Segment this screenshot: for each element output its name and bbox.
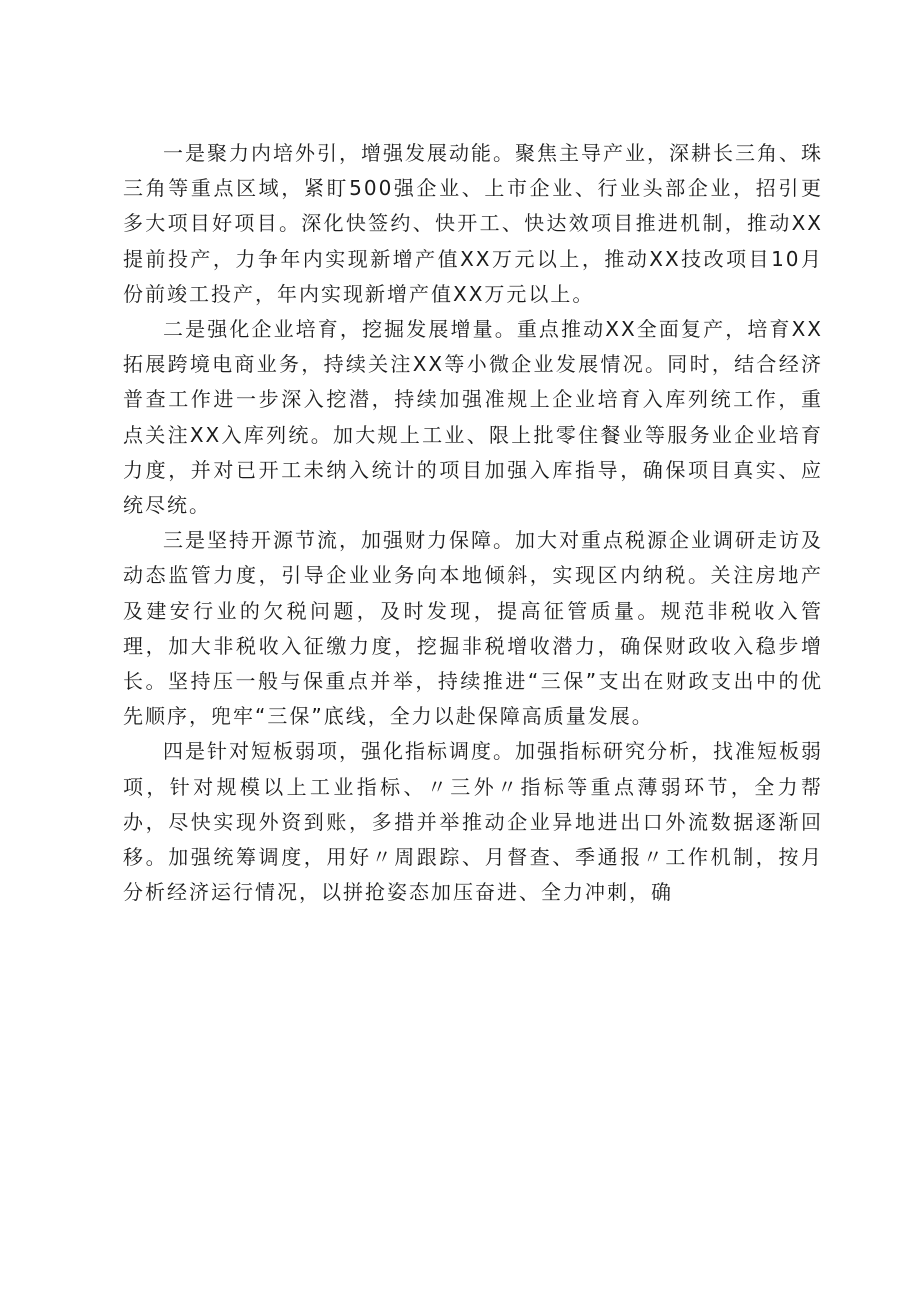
paragraph-1: 一是聚力内培外引，增强发展动能。聚焦主导产业，深耕长三角、珠三角等重点区域，紧盯500强企业、上市企业、行业头部企业，招引更多大项目好项目。深化快签约、快开工、快达效项目推进机制，推动XX提前投产，力争年内实现新增产值XX万元以上，推动XX技改项目10月份前竣工投产，年内实现新增产值XX万元以上。	[123, 141, 823, 306]
paragraph-2: 二是强化企业培育，挖掘发展增量。重点推动XX全面复产，培育XX拓展跨境电商业务，持续关注XX等小微企业发展情况。同时，结合经济普查工作进一步深入挖潜，持续加强准规上企业培育入库列统工作，重点关注XX入库列统。加大规上工业、限上批零住餐业等服务业企业培育力度，并对已开工未纳入统计的项目加强入库指导，确保项目真实、应统尽统。	[123, 317, 823, 518]
document-body	[123, 136, 823, 910]
paragraph-4: 四是针对短板弱项，强化指标调度。加强指标研究分析，找准短板弱项，针对规模以上工业指标、〃三外〃指标等重点薄弱环节，全力帮办，尽快实现外资到账，多措并举推动企业异地进出口外流数据逐渐回移。加强统筹调度，用好〃周跟踪、月督查、季通报〃工作机制，按月分析经济运行情况，以拼抢姿态加压奋进、全力冲刺，确	[123, 739, 823, 905]
paragraph-3: 三是坚持开源节流，加强财力保障。加大对重点税源企业调研走访及动态监管力度，引导企业业务向本地倾斜，实现区内纳税。关注房地产及建安行业的欠税问题，及时发现，提高征管质量。规范非税收入管理，加大非税收入征缴力度，挖掘非税增收潜力，确保财政收入稳步增长。坚持压一般与保重点并举，持续推进“三保”支出在财政支出中的优先顺序，兜牢“三保”底线，全力以赴保障高质量发展。	[123, 528, 823, 729]
